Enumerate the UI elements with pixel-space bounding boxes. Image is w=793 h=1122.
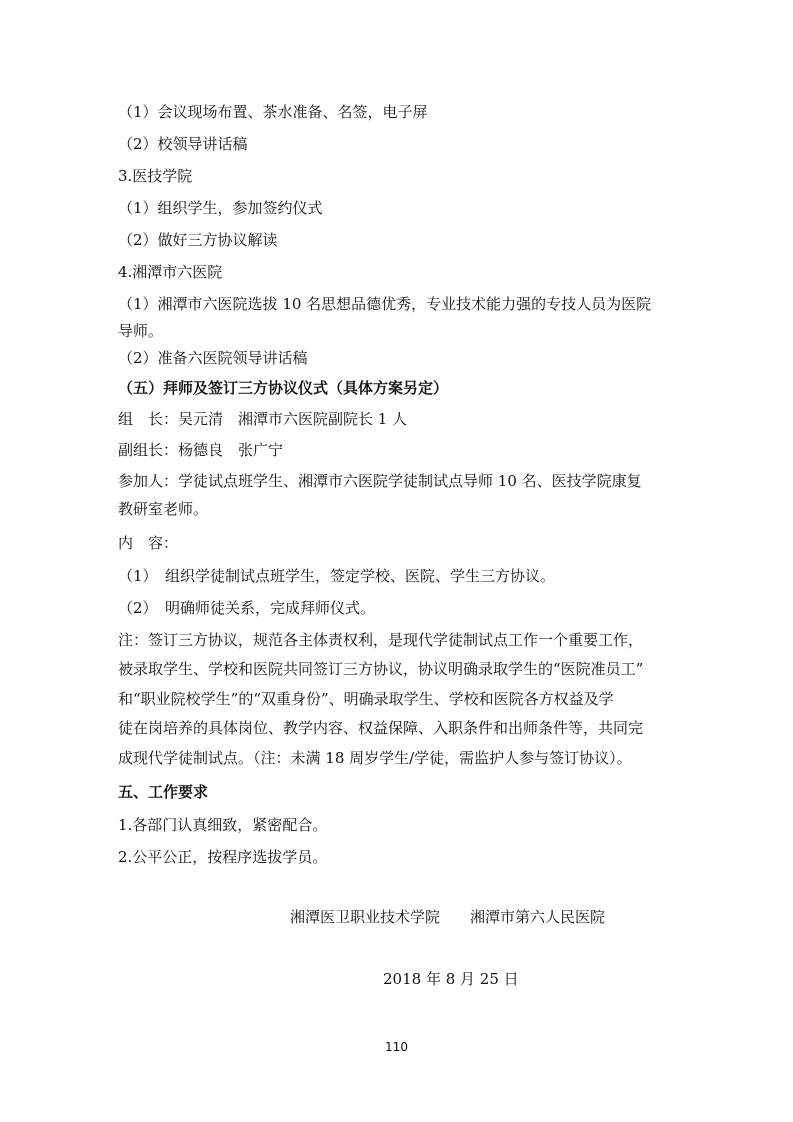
item-venue-setup: （1）会议现场布置、茶水准备、名签，电子屏	[118, 103, 428, 121]
item-organize-students: （1）组织学生，参加签约仪式	[118, 199, 323, 217]
page-number: 110	[385, 1040, 408, 1054]
signature-organizations: 湘潭医卫职业技术学院 湘潭市第六人民医院	[290, 908, 606, 926]
section-heading-requirements: 五、工作要求	[118, 783, 209, 801]
requirement-1: 1.各部门认真细致，紧密配合。	[118, 816, 328, 834]
requirement-2: 2.公平公正，按程序选拔学员。	[118, 848, 328, 866]
item-hospital-speech: （2）准备六医院领导讲话稿	[118, 349, 308, 367]
group-leader: 组 长：吴元清 湘潭市六医院副院长 1 人	[118, 410, 408, 428]
item-select-mentors-cont: 导师。	[118, 322, 164, 340]
note-line-4: 徒在岗培养的具体岗位、教学内容、权益保障、入职条件和出师条件等，共同完	[118, 719, 644, 737]
content-label: 内 容：	[118, 534, 179, 552]
section-medical-tech-college: 3.医技学院	[118, 167, 193, 185]
signature-date: 2018 年 8 月 25 日	[383, 970, 519, 988]
note-line-3: 和“职业院校学生”的“双重身份”、明确录取学生、学校和医院各方权益及学	[118, 690, 614, 708]
content-item-2: （2） 明确师徒关系，完成拜师仪式。	[118, 599, 376, 617]
item-select-mentors: （1）湘潭市六医院选拔 10 名思想品德优秀，专业技术能力强的专技人员为医院	[118, 295, 652, 313]
content-item-1: （1） 组织学徒制试点班学生，签定学校、医院、学生三方协议。	[118, 567, 556, 585]
section-sixth-hospital: 4.湘潭市六医院	[118, 263, 223, 281]
note-line-1: 注：签订三方协议，规范各主体责权利，是现代学徒制试点工作一个重要工作，	[118, 631, 644, 649]
participants-cont: 教研室老师。	[118, 500, 209, 518]
deputy-group-leader: 副组长：杨德良 张广宁	[118, 441, 284, 459]
item-leader-speech: （2）校领导讲话稿	[118, 135, 248, 153]
item-agreement-interpretation: （2）做好三方协议解读	[118, 231, 278, 249]
section-heading-ceremony: （五）拜师及签订三方协议仪式（具体方案另定）	[118, 379, 449, 397]
note-line-2: 被录取学生、学校和医院共同签订三方协议，协议明确录取学生的“医院准员工”	[118, 660, 644, 678]
participants: 参加人：学徒试点班学生、湘潭市六医院学徒制试点导师 10 名、医技学院康复	[118, 472, 642, 490]
note-line-5: 成现代学徒制试点。（注：未满 18 周岁学生/学徒，需监护人参与签订协议）。	[118, 749, 632, 767]
